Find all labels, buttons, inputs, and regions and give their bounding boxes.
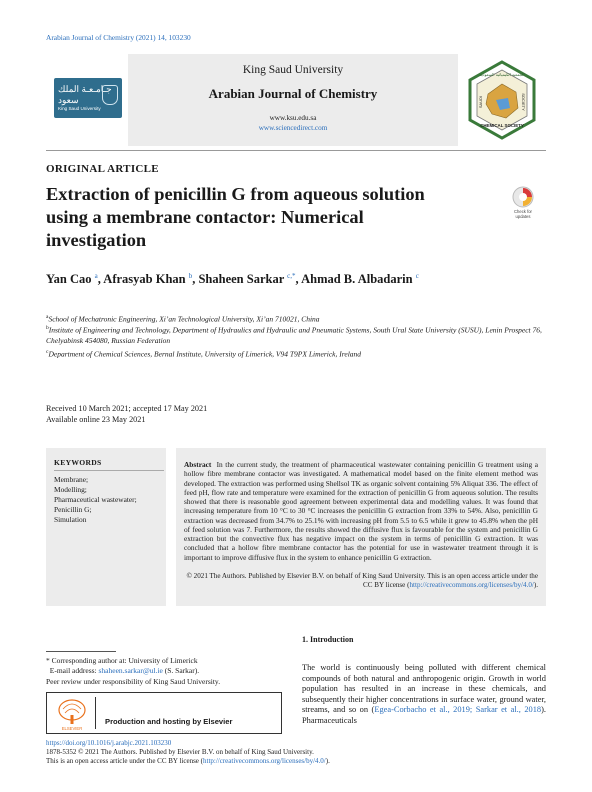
open-access-text: This is an open access article under the CC BY license ( bbox=[46, 757, 203, 765]
sciencedirect-website[interactable]: www.sciencedirect.com bbox=[258, 124, 328, 132]
keyword-item: Simulation bbox=[54, 515, 87, 524]
author-list: Yan Cao $^a$, Afrasyab Khan $^b$, Shaheen Sarkar $^{c,*}$, Ahmad B. Albadarin $^c$ bbox=[46, 272, 419, 287]
author-name[interactable]: Ahmad B. Albadarin bbox=[301, 272, 413, 287]
available-date: Available online 23 May 2021 bbox=[46, 415, 146, 424]
affiliation-text: Department of Chemical Sciences, Bernal Institute, University of Limerick, V94 T9PX Limerick, Ireland bbox=[48, 349, 362, 359]
author-name[interactable]: Shaheen Sarkar bbox=[198, 272, 285, 287]
intro-text-end: ). Pharmaceuticals bbox=[302, 705, 546, 725]
journal-name: Arabian Journal of Chemistry bbox=[208, 86, 378, 101]
keywords-box bbox=[46, 448, 166, 606]
ksu-logo-english: King Saud University bbox=[58, 106, 101, 111]
section-heading: 1. Introduction bbox=[302, 635, 354, 644]
footnote-divider bbox=[46, 651, 116, 652]
banner-center bbox=[128, 54, 458, 146]
header-divider bbox=[46, 150, 546, 151]
ksu-logo-box bbox=[54, 78, 122, 118]
check-updates-icon bbox=[512, 186, 534, 208]
open-access-line bbox=[46, 757, 330, 766]
affiliation bbox=[46, 347, 546, 360]
intro-text: The world is continuously being polluted with different chemical compounds of both natural and anthropogenic origin. Growth in world population has resulted in an increase in these chemicals, and subsequently their higher concentrations in surface water, ground water, streams, and so on ( bbox=[302, 663, 546, 714]
society-emblem-icon bbox=[458, 54, 546, 146]
ksu-logo bbox=[46, 54, 128, 146]
keywords-heading: KEYWORDS bbox=[54, 458, 102, 467]
received-date: Received 10 March 2021; accepted 17 May 2021 bbox=[46, 404, 208, 413]
keyword-item: Modelling; bbox=[54, 485, 87, 494]
journal-banner bbox=[46, 54, 546, 146]
abstract-text bbox=[184, 460, 538, 562]
email-label: E-mail address: bbox=[49, 666, 99, 675]
affiliation-sup: a bbox=[46, 314, 49, 320]
affiliation-text: School of Mechatronic Engineering, Xi’an Technological University, Xi’an 710021, China bbox=[48, 314, 320, 324]
society-text-left: SAUDI bbox=[478, 95, 483, 109]
chemical-society-logo bbox=[458, 54, 546, 146]
elsevier-divider bbox=[95, 697, 96, 729]
author-sup[interactable]: c,* bbox=[287, 272, 296, 280]
society-text-top: الجمعية الكيميائية السعودية bbox=[479, 72, 525, 77]
open-access-end: ). bbox=[325, 757, 330, 765]
keyword-item: Penicillin G; bbox=[54, 505, 92, 514]
author-sup[interactable]: b bbox=[188, 272, 193, 280]
abstract-box bbox=[176, 448, 546, 606]
keyword-item: Membrane; bbox=[54, 475, 89, 484]
affiliation-sup: b bbox=[46, 325, 49, 331]
affiliation-sup: c bbox=[46, 349, 49, 355]
journal-reference: Arabian Journal of Chemistry (2021) 14, 103230 bbox=[46, 33, 191, 42]
peer-review-note: Peer review under responsibility of King Saud University. bbox=[46, 677, 221, 686]
affiliation bbox=[46, 323, 546, 346]
article-title: Extraction of penicillin G from aqueous solution using a membrane contactor: Numerical investigation bbox=[46, 184, 425, 250]
check-updates-button[interactable] bbox=[508, 186, 538, 218]
ksu-logo-arabic: جـامـعـة الملك سعود bbox=[58, 84, 112, 105]
author-name[interactable]: Afrasyab Khan bbox=[103, 272, 186, 287]
elsevier-box bbox=[46, 692, 282, 734]
article-type: ORIGINAL ARTICLE bbox=[46, 163, 159, 175]
author-name[interactable]: Yan Cao bbox=[46, 272, 92, 287]
article-dates bbox=[46, 403, 207, 425]
email-note bbox=[46, 666, 199, 676]
author-sup[interactable]: c bbox=[415, 272, 419, 280]
society-text-bottom: CHEMICAL SOCIETY bbox=[480, 123, 524, 128]
abstract-label: Abstract bbox=[184, 460, 212, 469]
email-link[interactable]: shaheen.sarkar@ul.ie bbox=[98, 666, 163, 675]
keyword-item: Pharmaceutical wastewater; bbox=[54, 495, 137, 504]
abstract-body: In the current study, the treatment of pharmaceutical wastewater containing penicillin G treatment using a hollow fibre membrane contactor was investigated. A mathematical model based on the finite element method was developed. The extraction was performed using Shellsol TK as organic solvent containing 5% Aliquat 336. The effect of feed pH, flow rate and temperature were examined for the extraction of penicillin G from aqueous solution. The results showed that there is reasonable good agreement between experimental data and modelling values. It was found that increasing temperature from 10 °C to 30 °C increases the penicillin G extraction from 33% to 54%. Also, penicillin G extraction was decreased from 34.7% to 25.1% with increasing pH from 5.5 to 6.5 while it grew to 45.8% when the pH of feed solution was 7. Furthermore, the results showed the diffusive flux is favourable for the system and penicillin G extraction but the convective flux has negative impact on the system in terms of penicillin G extraction. It was concluded that a hollow fibre membrane contactor has the potential for use in wastewater treatment through it is important to improve diffusive flux in the system to enhance penicillin G extraction. bbox=[184, 460, 538, 562]
copyright-text: © 2021 The Authors. Published by Elsevier B.V. on behalf of King Saud University. This is an open access article under the CC BY license ( bbox=[186, 572, 538, 590]
copyright-end: ). bbox=[533, 581, 538, 590]
abstract-copyright bbox=[184, 572, 538, 591]
doi-link[interactable]: https://doi.org/10.1016/j.arabjc.2021.103230 bbox=[46, 739, 172, 747]
issn-line: 1878-5352 © 2021 The Authors. Published by Elsevier B.V. on behalf of King Saud University. bbox=[46, 748, 314, 756]
corresponding-author-note: * Corresponding author at: University of Limerick bbox=[46, 656, 198, 665]
ksu-crest-icon bbox=[102, 85, 118, 105]
university-name: King Saud University bbox=[242, 64, 344, 76]
check-updates-label: Check for updates bbox=[514, 209, 532, 219]
society-text-right: SOCIETY bbox=[521, 93, 526, 111]
affiliation-text: Institute of Engineering and Technology, Department of Hydraulics and Hydraulic and Pneumatic Systems, South Ural State University (SUSU), Lenin Prospect 76, Chelyabinsk 454080, Russian Federation bbox=[46, 325, 542, 345]
keywords-divider bbox=[54, 470, 164, 471]
ksu-website[interactable]: www.ksu.edu.sa bbox=[269, 114, 317, 122]
license-link[interactable]: http://creativecommons.org/licenses/by/4.0/ bbox=[409, 581, 534, 590]
intro-paragraph bbox=[302, 663, 546, 726]
author-sup[interactable]: a bbox=[94, 272, 98, 280]
email-end: (S. Sarkar). bbox=[162, 666, 200, 675]
elsevier-label: ELSEVIER bbox=[61, 726, 83, 731]
production-hosting-label: Production and hosting by Elsevier bbox=[105, 717, 233, 726]
citation-link[interactable]: Egea-Corbacho et al., 2019; Sarkar et al., 2018 bbox=[374, 705, 542, 714]
elsevier-tree-icon bbox=[55, 697, 89, 731]
footer-license-link[interactable]: http://creativecommons.org/licenses/by/4.0/ bbox=[203, 757, 326, 765]
